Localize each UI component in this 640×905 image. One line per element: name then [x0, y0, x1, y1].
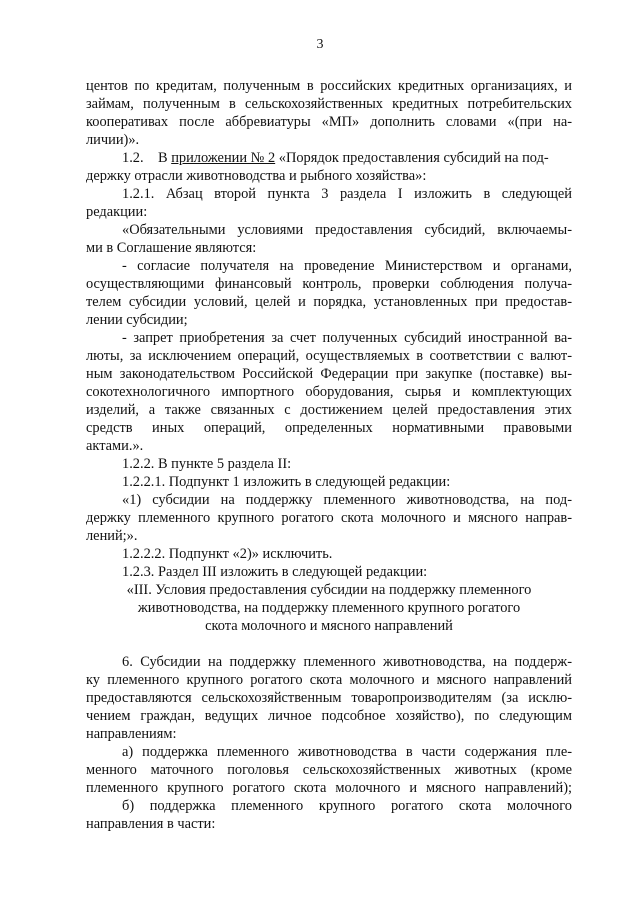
page-number: 3	[316, 37, 324, 52]
text-line: а) поддержка племенного животноводства в части содержания пле-	[122, 744, 572, 760]
text-line: 1.2.3. Раздел III изложить в следующей редакции:	[122, 564, 428, 580]
text-line: 1.2.2. В пункте 5 раздела II:	[122, 456, 292, 472]
text-line: личии)».	[86, 132, 140, 148]
text-line: «Обязательными условиями предоставления субсидий, включаемы-	[122, 222, 572, 238]
text-line: предоставляются сельскохозяйственным товаропроизводителям (за исклю-	[86, 690, 572, 706]
text-line: чением граждан, ведущих личное подсобное хозяйство), по следующим	[86, 708, 572, 724]
text-line: займам, полученным в сельскохозяйственных кредитных потребительских	[86, 96, 572, 112]
section-heading-line: животноводства, на поддержку племенного крупного рогатого	[137, 600, 521, 616]
text-line: - запрет приобретения за счет полученных субсидий иностранной ва-	[122, 330, 572, 346]
text-line: племенного крупного рогатого скота молочного и мясного направлений);	[86, 780, 572, 796]
text-line: держку племенного крупного рогатого скота молочного и мясного направ-	[86, 510, 572, 526]
text-line: ку племенного крупного рогатого скота молочного и мясного направлений	[86, 672, 572, 688]
text-line: б) поддержка племенного крупного рогатого скота молочного	[122, 798, 572, 814]
section-heading-line: скота молочного и мясного направлений	[205, 618, 453, 634]
text-line: лений;».	[86, 528, 138, 544]
text-line: лении субсидии;	[86, 312, 188, 328]
clause-number: 1.2. В	[122, 150, 172, 166]
text-line	[122, 149, 572, 167]
text-line: держку отрасли животноводства и рыбного хозяйства»:	[86, 168, 427, 184]
text-line: редакции:	[86, 204, 148, 220]
text-line: направления в части:	[86, 816, 216, 832]
text-line: средств иных операций, определенных нормативными правовыми	[86, 420, 572, 436]
text-line: кооперативах после аббревиатуры «МП» дополнить словами «(при на-	[86, 114, 572, 130]
text-line: 1.2.2.1. Подпункт 1 изложить в следующей редакции:	[122, 474, 451, 490]
text-line: направлениям:	[86, 726, 177, 742]
text-line: люты, за исключением операций, осуществляемых в соответствии с валют-	[86, 348, 572, 364]
text-line: 6. Субсидии на поддержку племенного животноводства, на поддерж-	[122, 654, 572, 670]
text-line: - согласие получателя на проведение Министерством и органами,	[122, 258, 572, 274]
text-line: изделий, а также связанных с достижением целей предоставления этих	[86, 402, 572, 418]
text-fragment: «Порядок предоставления субсидий на под-	[275, 150, 549, 166]
text-line: «1) субсидии на поддержку племенного животноводства, на под-	[122, 492, 572, 508]
text-line: ным законодательством Российской Федерации при закупке (поставке) вы-	[86, 366, 572, 382]
text-line: 1.2.1. Абзац второй пункта 3 раздела I изложить в следующей	[122, 186, 572, 202]
text-line: ми в Соглашение являются:	[86, 240, 257, 256]
text-line: телем субсидии условий, целей и порядка, установленных при предостав-	[86, 294, 572, 310]
text-line: центов по кредитам, полученным в российских кредитных организациях, и	[86, 78, 572, 94]
text-line: осуществляющими финансовый контроль, проверки соблюдения получа-	[86, 276, 572, 292]
appendix-link[interactable]: приложении № 2	[171, 150, 276, 166]
text-line: 1.2.2.2. Подпункт «2)» исключить.	[122, 546, 333, 562]
text-line: менного маточного поголовья сельскохозяйственных животных (кроме	[86, 762, 572, 778]
section-heading-line: «III. Условия предоставления субсидии на поддержку племенного	[126, 582, 532, 598]
text-line: сокотехнологичного импортного оборудования, сырья и комплектующих	[86, 384, 572, 400]
text-line: актами.».	[86, 438, 144, 454]
